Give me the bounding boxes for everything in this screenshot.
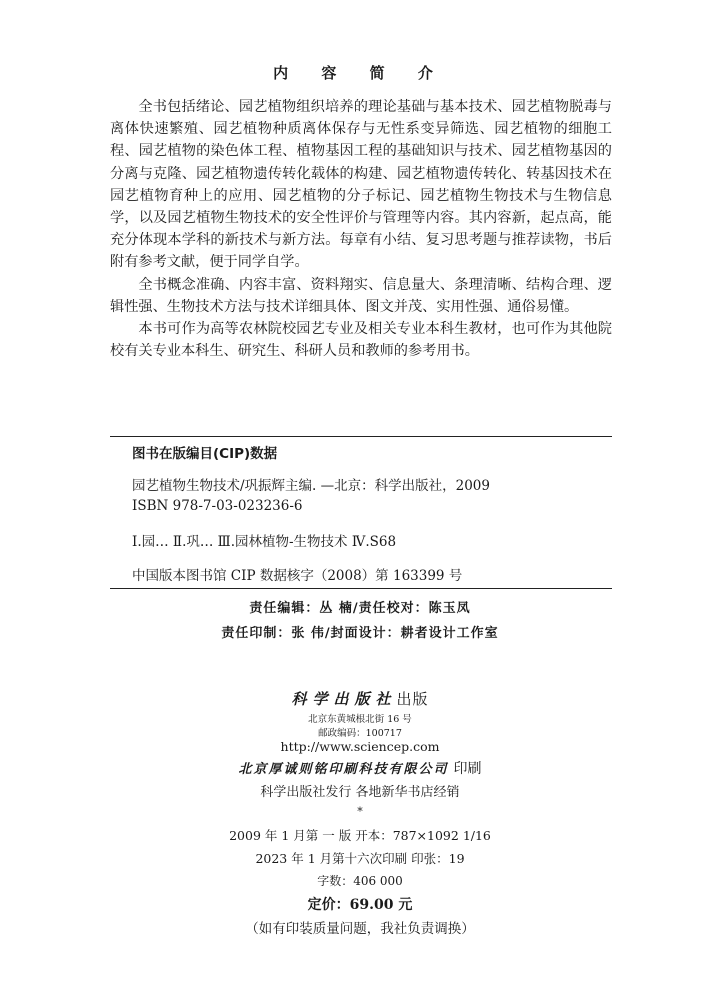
- printing-line: 2023 年 1 月第十六次印刷 印张：19: [255, 851, 465, 866]
- cip-book-info: 园艺植物生物技术/巩振辉主编. —北京：科学出版社，2009: [132, 478, 490, 494]
- publisher-name-suffix: 出版: [396, 690, 429, 708]
- credits-editors: 责任编辑：丛 楠/责任校对：陈玉凤: [249, 601, 471, 616]
- cip-bottom-rule: [110, 588, 612, 589]
- cip-top-rule: [110, 436, 612, 437]
- cip-classification: Ⅰ.园… Ⅱ.巩… Ⅲ.园林植物-生物技术 Ⅳ.S68: [132, 534, 397, 550]
- printer-name: 北京厚诚则铭印刷科技有限公司: [238, 762, 449, 777]
- cip-isbn: ISBN 978-7-03-023236-6: [132, 498, 303, 514]
- distribution-line: 科学出版社发行 各地新华书店经销: [260, 785, 460, 800]
- cip-record: 中国版本图书馆 CIP 数据核字（2008）第 163399 号: [132, 568, 463, 584]
- intro-body: [110, 96, 612, 362]
- price: 定价：69.00 元: [307, 897, 413, 913]
- edition-line: 2009 年 1 月第 一 版 开本：787×1092 1/16: [229, 828, 491, 843]
- intro-paragraph-1: 全书包括绪论、园艺植物组织培养的理论基础与基本技术、园艺植物脱毒与离体快速繁殖、园艺植物种质离体保存与无性系变异筛选、园艺植物的细胞工程、园艺植物的染色体工程、植物基因工程的基础知识与技术、园艺植物基因的分离与克隆、园艺植物遗传转化载体的构建、园艺植物遗传转化、转基因技术在园艺植物育种上的应用、园艺植物的分子标记、园艺植物生物技术与生物信息学，以及园艺植物生物技术的安全性评价与管理等内容。其内容新，起点高，能充分体现本学科的新技术与新方法。每章有小结、复习思考题与推荐读物，书后附有参考文献，便于同学自学。: [110, 99, 612, 271]
- publisher-name: 科学出版社: [291, 690, 397, 708]
- separator-star: *: [357, 805, 363, 818]
- word-count: 字数：406 000: [317, 874, 403, 888]
- printer-line: [0, 758, 720, 778]
- publisher-address: 北京东黄城根北街 16 号: [308, 714, 412, 725]
- quality-note: （如有印装质量问题，我社负责调换）: [245, 921, 475, 937]
- credits-production: 责任印制：张 伟/封面设计：耕者设计工作室: [221, 626, 499, 641]
- printer-suffix: 印刷: [453, 761, 482, 777]
- publisher-postcode: 邮政编码：100717: [318, 728, 402, 739]
- publisher-url: http://www.sciencep.com: [280, 739, 440, 754]
- intro-paragraph-2: 全书概念准确、内容丰富、资料翔实、信息量大、条理清晰、结构合理、逻辑性强、生物技术方法与技术详细具体、图文并茂、实用性强、通俗易懂。: [110, 276, 612, 315]
- intro-paragraph-3: 本书可作为高等农林院校园艺专业及相关专业本科生教材，也可作为其他院校有关专业本科生、研究生、科研人员和教师的参考用书。: [110, 321, 612, 360]
- intro-heading: 内 容 简 介: [273, 64, 447, 82]
- publisher-line: [0, 688, 720, 709]
- cip-title: 图书在版编目(CIP)数据: [132, 446, 278, 462]
